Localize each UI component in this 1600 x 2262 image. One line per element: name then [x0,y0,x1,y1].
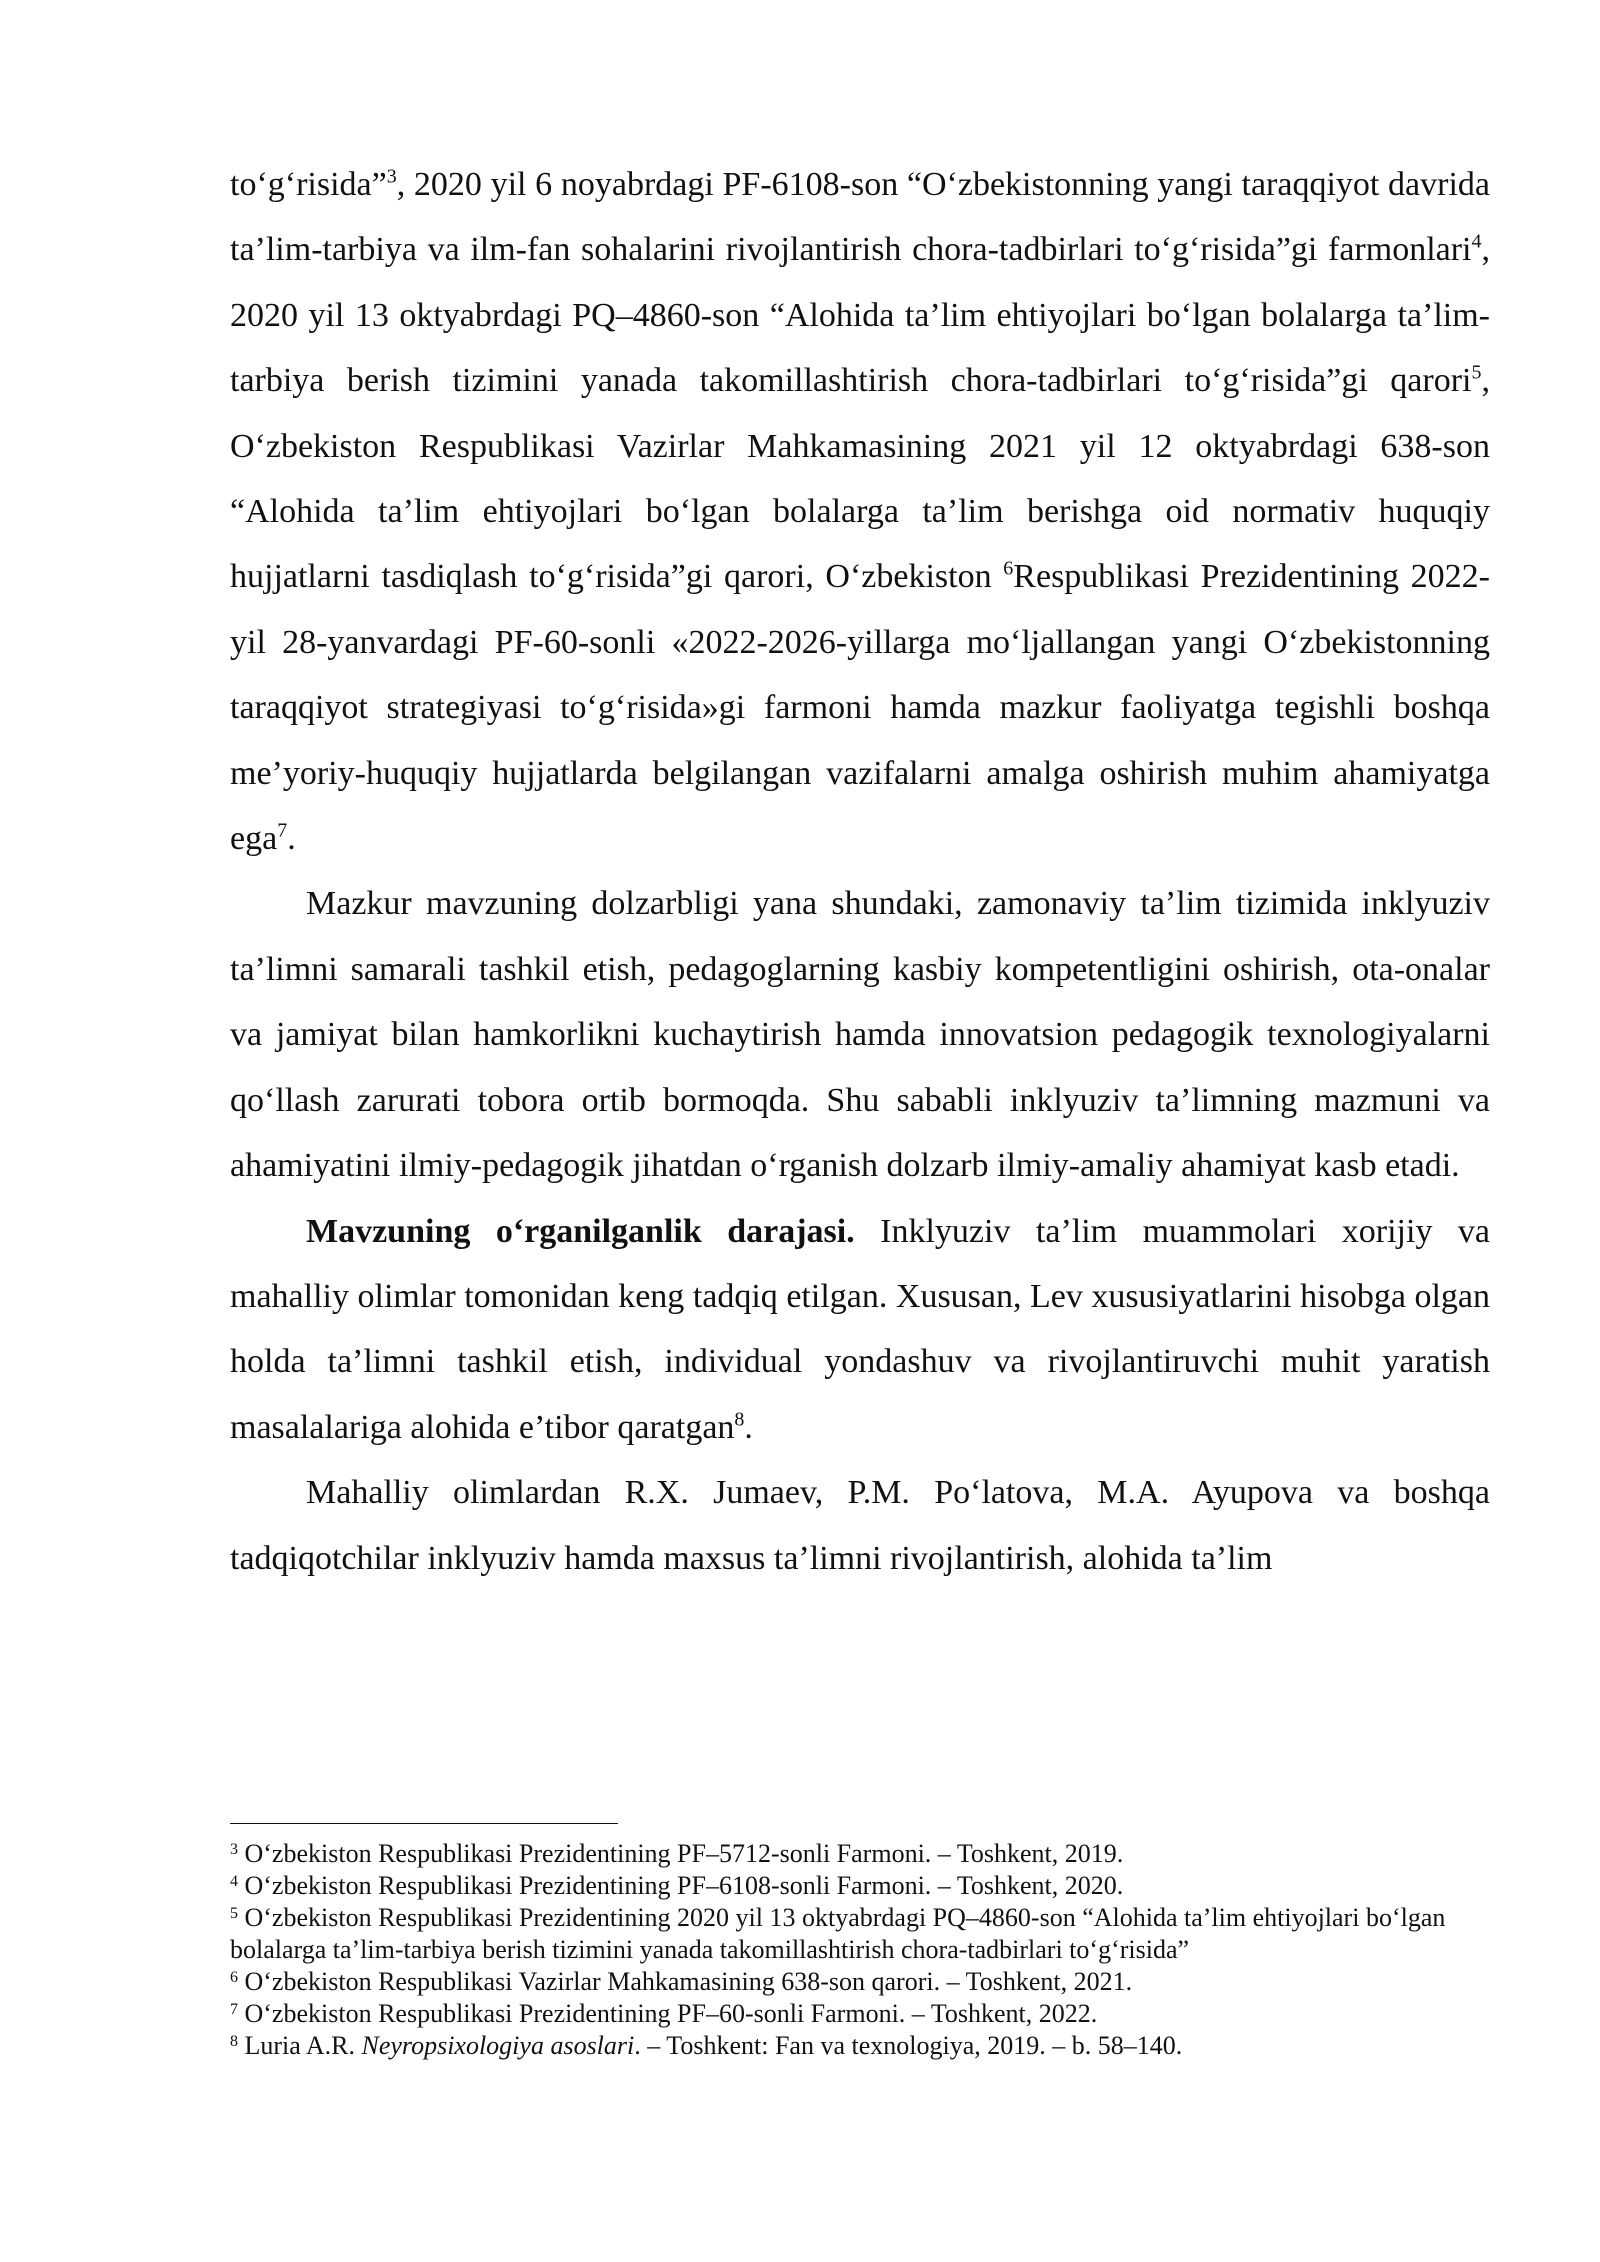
footnote-text: Luria A.R. [238,2031,362,2060]
footnote-number: 6 [230,1969,238,1986]
footnote-item [230,1902,1490,1966]
paragraph-relevance: Mazkur mavzuning dolzarbligi yana shundaki, zamonaviy ta’lim tizimida inklyuziv ta’limni samarali tashkil etish, pedagoglarning kasbiy kompetentligini oshirish, ota-onalar va jamiyat bilan hamkorlikni kuchaytirish hamda innovatsion pedagogik texnologiyalarni qo‘llash zarurati tobora ortib bormoqda. Shu sababli inklyuziv ta’limning mazmuni va ahamiyatini ilmiy-pedagogik jihatdan o‘rganish dolzarb ilmiy-amaliy ahamiyat kasb etadi. [230,885,1490,1185]
paragraph-legal-acts [230,152,1490,871]
text-run: to‘g‘risida” [230,166,387,203]
footnote-separator [230,1823,618,1824]
text-run: , O‘zbekiston Respublikasi Vazirlar Mahkamasining 2021 yil 12 oktyabrdagi 638-son “Alohida ta’lim ehtiyojlari bo‘lgan bolalarga ta’lim berishga oid normativ huquqiy hujjatlarni tasdiqlash to‘g‘risida”gi qarori, O‘zbekiston [230,362,1490,596]
footnote-ref[interactable]: 6 [1003,558,1014,581]
section-heading: Mavzuning o‘rganilganlik darajasi. [306,1212,855,1250]
footnote-ref[interactable]: 5 [1471,361,1482,384]
footnote-book-title: Neyropsixologiya asoslari [361,2031,635,2060]
text-run: Inklyuziv ta’lim muammolari xorijiy va mahalliy olimlar tomonidan keng tadqiq etilgan. Xususan, Lev xususiyatlarini hisobga olgan holda ta’limni tashkil etish, individual yondashuv va rivojlantiruvchi muhit yaratish masalalariga alohida e’tibor qaratgan [230,1212,1490,1446]
footnote-ref[interactable]: 4 [1471,231,1482,254]
footnote-item [230,1870,1490,1902]
text-run: . [287,820,296,858]
footnote-item [230,1838,1490,1870]
footnote-number: 3 [230,1841,238,1858]
footnote-text: O‘zbekiston Respublikasi Prezidentining 2020 yil 13 oktyabrdagi PQ–4860-son “Alohida ta’lim ehtiyojlari bo‘lgan bolalarga ta’lim-tarbiya berish tizimini yanada takomillashtirish chora-tadbirlari to‘g‘risida” [230,1903,1446,1964]
footnote-number: 7 [230,2001,238,2018]
footnote-item [230,1966,1490,1998]
footnote-number: 4 [230,1873,238,1890]
text-run: , 2020 yil 6 noyabrdagi PF-6108-son “O‘zbekistonning yangi taraqqiyot davrida ta’lim-tarbiya va ilm-fan sohalarini rivojlantirish chora-tadbirlari to‘g‘risida”gi farmonlari [230,166,1490,269]
text-run: Respublikasi Prezidentining 2022-yil 28-yanvardagi PF-60-sonli «2022-2026-yillarga mo‘ljallangan yangi O‘zbekistonning taraqqiyot strategiyasi to‘g‘risida»gi farmoni hamda mazkur faoliyatga tegishli boshqa me’yoriy-huquqiy hujjatlarda belgilangan vazifalarni amalga oshirish muhim ahamiyatga ega [230,558,1490,858]
paragraph-research-degree [230,1199,1490,1461]
footnote-item [230,2030,1490,2062]
text-run: , 2020 yil 13 oktyabrdagi PQ–4860-son “Alohida ta’lim ehtiyojlari bo‘lgan bolalarga ta’lim-tarbiya berish tizimini yanada takomillashtirish chora-tadbirlari to‘g‘risida”gi qarori [230,231,1490,400]
footnote-ref[interactable]: 3 [386,165,397,188]
paragraph-local-scholars: Mahalliy olimlardan R.X. Jumaev, P.M. Po‘latova, M.A. Ayupova va boshqa tadqiqotchilar inklyuziv hamda maxsus ta’limni rivojlantirish, alohida ta’lim [230,1474,1490,1577]
footnote-ref[interactable]: 8 [734,1408,745,1431]
footnote-text: O‘zbekiston Respublikasi Prezidentining PF–6108-sonli Farmoni. – Toshkent, 2020. [238,1871,1124,1900]
text-run: . [744,1408,753,1446]
footnote-text: O‘zbekiston Respublikasi Prezidentining PF–5712-sonli Farmoni. – Toshkent, 2019. [238,1839,1124,1868]
footnote-text: O‘zbekiston Respublikasi Prezidentining PF–60-sonli Farmoni. – Toshkent, 2022. [238,1999,1098,2028]
footnote-number: 5 [230,1905,238,1922]
footnote-item [230,1998,1490,2030]
footnotes [230,1838,1490,2062]
main-text [230,152,1490,1591]
footnote-text: O‘zbekiston Respublikasi Vazirlar Mahkamasining 638-son qarori. – Toshkent, 2021. [238,1967,1133,1996]
footnote-ref[interactable]: 7 [277,819,288,842]
footnote-text: . – Toshkent: Fan va texnologiya, 2019. – b. 58–140. [634,2031,1183,2060]
footnote-number: 8 [230,2033,238,2050]
